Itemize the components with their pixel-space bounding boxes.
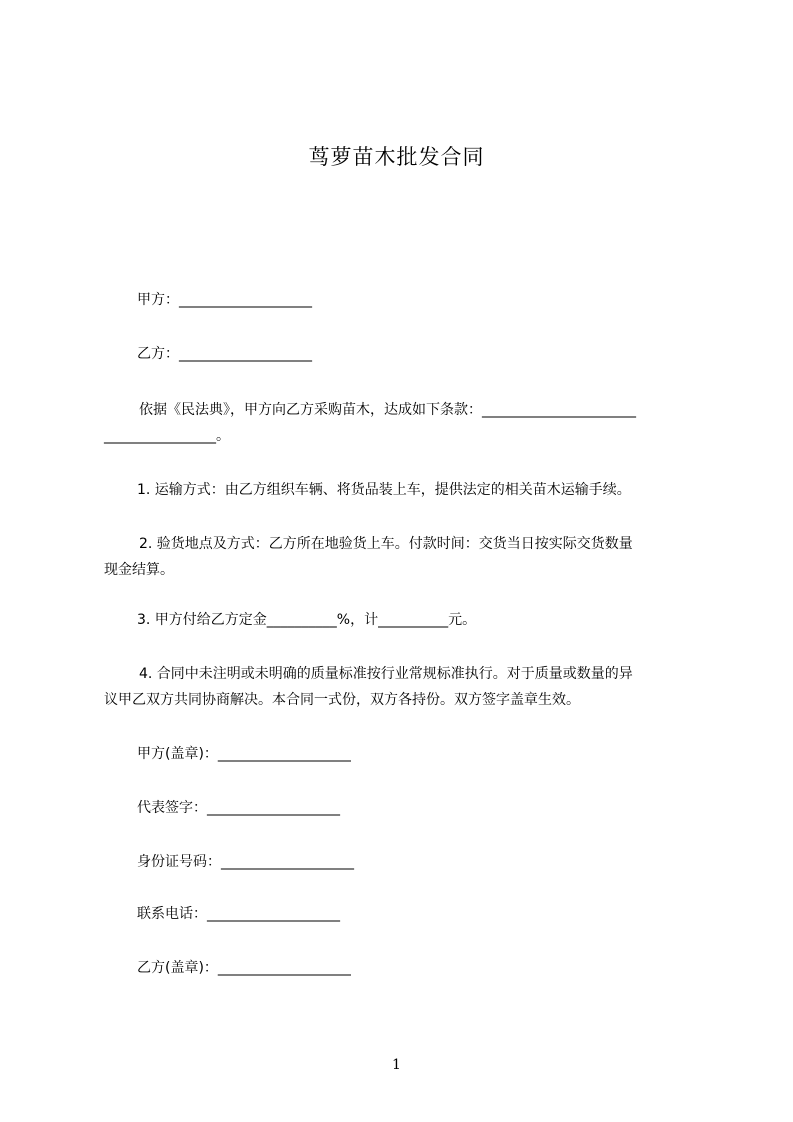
party-b-field: 乙方：___________________: [137, 346, 312, 362]
signature-party-a-seal: 甲方(盖章)：___________________: [137, 746, 351, 762]
signature-party-b-seal: 乙方(盖章)：___________________: [137, 960, 351, 976]
signature-id-number: 身份证号码：___________________: [137, 854, 354, 870]
clause-2-line1: 2. 验货地点及方式：乙方所在地验货上车。付款时间：交货当日按实际交货数量: [139, 536, 633, 552]
clause-4-line2: 议甲乙双方共同协商解决。本合同一式份，双方各持份。双方签字盖章生效。: [104, 692, 580, 708]
clause-4-line1: 4. 合同中未注明或未明确的质量标准按行业常规标准执行。对于质量或数量的异: [139, 666, 633, 682]
document-title: 茑萝苗木批发合同: [308, 145, 485, 169]
clause-1: 1. 运输方式：由乙方组织车辆、将货品装上车，提供法定的相关苗木运输手续。: [137, 482, 631, 498]
party-a-field: 甲方：___________________: [137, 292, 312, 308]
clause-2-line2: 现金结算。: [104, 562, 174, 578]
page-number: 1: [392, 1057, 401, 1073]
intro-paragraph-line1: 依据《民法典》，甲方向乙方采购苗木，达成如下条款：______________________: [139, 402, 636, 418]
signature-representative: 代表签字：___________________: [137, 800, 340, 816]
clause-3: 3. 甲方付给乙方定金__________%，计__________元。: [137, 612, 477, 628]
intro-paragraph-line2: ________________。: [104, 428, 230, 444]
signature-phone: 联系电话：___________________: [137, 906, 340, 922]
